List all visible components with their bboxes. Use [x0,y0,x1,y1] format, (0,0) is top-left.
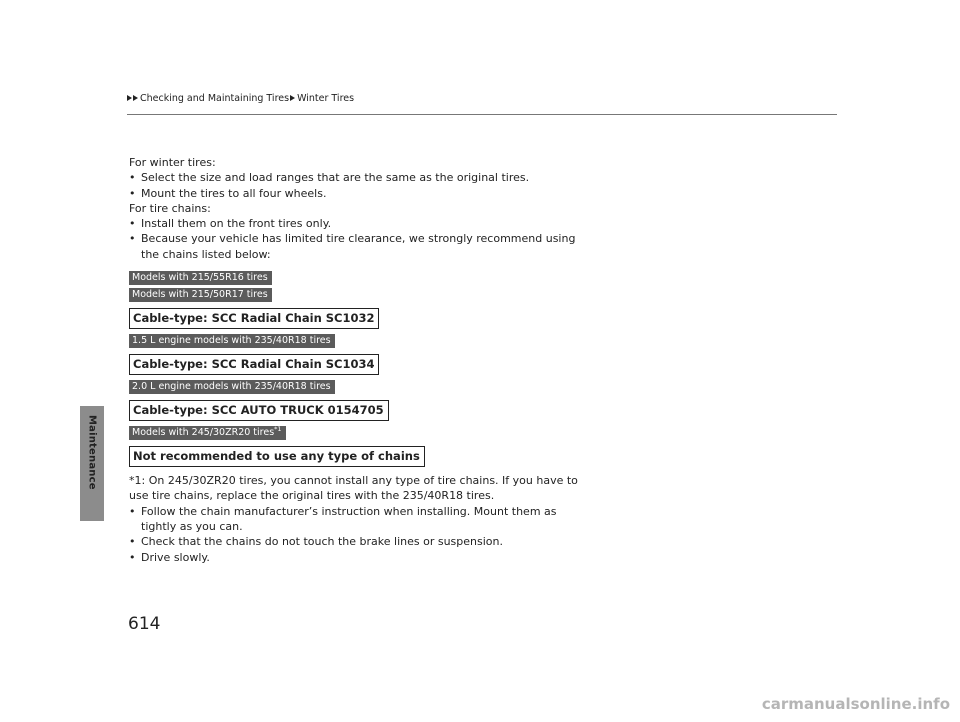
list-item: • Mount the tires to all four wheels. [129,186,589,201]
list-item: • Check that the chains do not touch the brake lines or suspension. [129,534,589,549]
list-item: • Select the size and load ranges that are the same as the original tires. [129,170,589,185]
chain-spec-box: Cable-type: SCC Radial Chain SC1034 [129,354,379,375]
model-tag [129,426,286,440]
model-tag: 1.5 L engine models with 235/40R18 tires [129,334,335,348]
main-content [129,155,589,565]
breadcrumb-item[interactable]: Winter Tires [297,93,355,104]
watermark: carmanualsonline.info [761,695,950,713]
chain-spec-box: Cable-type: SCC AUTO TRUCK 0154705 [129,400,389,421]
list-item: • Because your vehicle has limited tire clearance, we strongly recommend using the chains listed below: [129,231,589,262]
breadcrumb [127,93,354,104]
model-tag: Models with 215/55R16 tires [129,271,272,285]
breadcrumb-arrow-icon [127,95,132,101]
footnote-ref: *1 [274,425,282,434]
breadcrumb-arrow-icon [290,95,295,101]
tire-chains-heading: For tire chains: [129,201,211,215]
chain-spec-box: Not recommended to use any type of chains [129,446,425,467]
model-tag: 2.0 L engine models with 235/40R18 tires [129,380,335,394]
winter-tires-heading: For winter tires: [129,156,216,169]
list-item: • Install them on the front tires only. [129,216,589,231]
breadcrumb-arrow-icon [133,95,138,101]
model-tag: Models with 215/50R17 tires [129,288,272,302]
chain-spec-box: Cable-type: SCC Radial Chain SC1032 [129,308,379,329]
model-tag-text: Models with 245/30ZR20 tires [132,427,275,439]
header-divider [127,114,837,115]
footnote: *1: On 245/30ZR20 tires, you cannot install any type of tire chains. If you have to use tire chains, replace the original tires with the 235/40R18 tires. [129,474,578,503]
page-number: 614 [128,614,161,634]
list-item: • Follow the chain manufacturer’s instruction when installing. Mount them as tightly as you can. [129,504,589,535]
section-label: Maintenance [86,415,98,490]
list-item: • Drive slowly. [129,550,589,565]
breadcrumb-item[interactable]: Checking and Maintaining Tires [140,93,290,104]
